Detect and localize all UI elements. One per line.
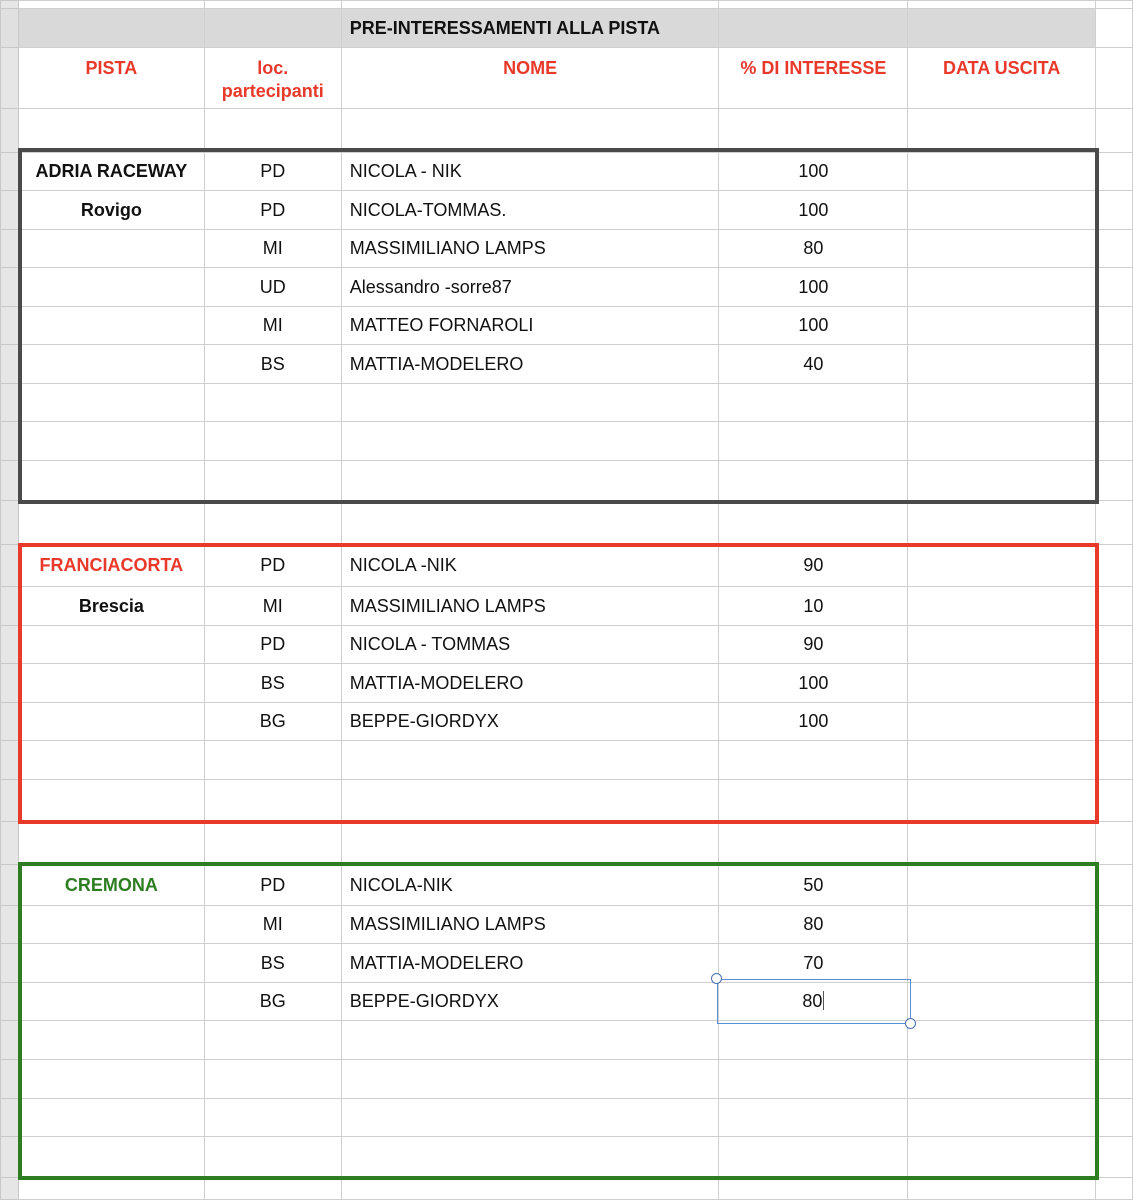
cell[interactable] bbox=[341, 1, 719, 9]
interesse-cell[interactable] bbox=[719, 626, 908, 664]
row-header[interactable] bbox=[1, 1, 19, 9]
cell[interactable] bbox=[341, 1137, 719, 1178]
cell[interactable] bbox=[908, 109, 1096, 153]
interesse-cell[interactable] bbox=[719, 345, 908, 384]
cell[interactable] bbox=[1096, 865, 1133, 906]
selection-handle-bottom-right[interactable] bbox=[905, 1018, 916, 1029]
cell[interactable] bbox=[908, 1060, 1096, 1099]
interesse-value: 100 bbox=[798, 315, 829, 335]
row-header[interactable] bbox=[1, 626, 19, 664]
cell[interactable] bbox=[341, 1060, 719, 1099]
row-header[interactable] bbox=[1, 822, 19, 865]
cell[interactable] bbox=[908, 664, 1096, 703]
cell[interactable] bbox=[1096, 822, 1133, 865]
row-header[interactable] bbox=[1, 48, 19, 109]
row-header[interactable] bbox=[1, 780, 19, 822]
nome-cell[interactable]: NICOLA - NIK bbox=[341, 153, 719, 191]
sheet-row bbox=[1, 944, 1133, 983]
row-header[interactable] bbox=[1, 501, 19, 545]
cell[interactable] bbox=[908, 822, 1096, 865]
row-header[interactable] bbox=[1, 1178, 19, 1200]
interesse-cell[interactable] bbox=[719, 587, 908, 626]
cell[interactable] bbox=[908, 501, 1096, 545]
loc-cell[interactable]: MI bbox=[204, 587, 341, 626]
cell[interactable] bbox=[204, 1178, 341, 1200]
loc-cell[interactable]: PD bbox=[204, 865, 341, 906]
interesse-value: 100 bbox=[798, 672, 829, 693]
cell[interactable] bbox=[1096, 345, 1133, 384]
cell[interactable] bbox=[18, 1178, 204, 1200]
cell[interactable] bbox=[341, 822, 719, 865]
interesse-value: 100 bbox=[798, 276, 829, 297]
cell[interactable] bbox=[18, 741, 204, 780]
sheet-row bbox=[1, 983, 1133, 1021]
cell[interactable] bbox=[719, 461, 908, 501]
sheet-row bbox=[1, 384, 1133, 422]
header-data-uscita[interactable]: DATA USCITA bbox=[908, 48, 1096, 109]
sheet-row bbox=[1, 741, 1133, 780]
row-header[interactable] bbox=[1, 109, 19, 153]
cell[interactable] bbox=[908, 9, 1096, 48]
cell[interactable] bbox=[204, 1099, 341, 1137]
selection-handle-top-left[interactable] bbox=[711, 973, 722, 984]
cell[interactable] bbox=[719, 1060, 908, 1099]
sheet-row bbox=[1, 501, 1133, 545]
row-header[interactable] bbox=[1, 545, 19, 587]
interesse-value: 10 bbox=[803, 595, 824, 616]
cell[interactable] bbox=[908, 865, 1096, 906]
cell[interactable] bbox=[341, 1021, 719, 1060]
cell[interactable] bbox=[908, 307, 1096, 345]
cell[interactable] bbox=[1096, 664, 1133, 703]
cell[interactable] bbox=[1096, 587, 1133, 626]
loc-cell[interactable]: BG bbox=[204, 703, 341, 741]
row-header[interactable] bbox=[1, 384, 19, 422]
row-header[interactable] bbox=[1, 268, 19, 307]
nome-cell[interactable]: MASSIMILIANO LAMPS bbox=[341, 230, 719, 268]
cell[interactable] bbox=[1096, 1178, 1133, 1200]
cell[interactable] bbox=[341, 780, 719, 822]
loc-cell[interactable]: MI bbox=[204, 307, 341, 345]
cell[interactable] bbox=[908, 1021, 1096, 1060]
cell[interactable] bbox=[908, 1178, 1096, 1200]
nome-cell[interactable]: NICOLA - TOMMAS bbox=[341, 626, 719, 664]
cell[interactable] bbox=[18, 422, 204, 461]
nome-cell[interactable]: NICOLA -NIK bbox=[341, 545, 719, 587]
cell[interactable] bbox=[908, 422, 1096, 461]
interesse-value: 40 bbox=[803, 353, 824, 374]
cell[interactable] bbox=[341, 501, 719, 545]
sheet-row bbox=[1, 268, 1133, 307]
sheet-row bbox=[1, 822, 1133, 865]
nome-cell[interactable]: NICOLA-NIK bbox=[341, 865, 719, 906]
cell[interactable] bbox=[719, 1178, 908, 1200]
loc-cell[interactable]: BS bbox=[204, 345, 341, 384]
row-header[interactable] bbox=[1, 1060, 19, 1099]
nome-cell[interactable]: MATTEO FORNAROLI bbox=[341, 307, 719, 345]
cell[interactable] bbox=[908, 1099, 1096, 1137]
cell[interactable] bbox=[1096, 741, 1133, 780]
cell[interactable] bbox=[719, 1, 908, 9]
nome-cell[interactable]: NICOLA-TOMMAS. bbox=[341, 191, 719, 230]
cell[interactable] bbox=[204, 1060, 341, 1099]
cell[interactable] bbox=[908, 741, 1096, 780]
interesse-cell[interactable] bbox=[719, 703, 908, 741]
header-loc-line2: partecipanti bbox=[221, 81, 324, 101]
cell[interactable] bbox=[908, 545, 1096, 587]
cell[interactable] bbox=[204, 461, 341, 501]
column-header-row bbox=[1, 48, 1133, 109]
cell[interactable] bbox=[1096, 422, 1133, 461]
cell[interactable] bbox=[1096, 703, 1133, 741]
pista-name[interactable]: FRANCIACORTA bbox=[18, 545, 204, 587]
cell[interactable] bbox=[204, 501, 341, 545]
loc-cell[interactable]: PD bbox=[204, 191, 341, 230]
row-header[interactable] bbox=[1, 422, 19, 461]
cell[interactable] bbox=[719, 1099, 908, 1137]
cell[interactable] bbox=[908, 906, 1096, 944]
cell[interactable] bbox=[908, 944, 1096, 983]
nome-cell[interactable]: MATTIA-MODELERO bbox=[341, 345, 719, 384]
cell[interactable] bbox=[1096, 1137, 1133, 1178]
sheet-row bbox=[1, 780, 1133, 822]
cell[interactable] bbox=[908, 153, 1096, 191]
cell[interactable] bbox=[1096, 230, 1133, 268]
interesse-cell[interactable] bbox=[719, 664, 908, 703]
sheet-row bbox=[1, 1099, 1133, 1137]
cell[interactable] bbox=[18, 345, 204, 384]
cell[interactable] bbox=[908, 1, 1096, 9]
cell[interactable] bbox=[1096, 191, 1133, 230]
cell[interactable] bbox=[908, 191, 1096, 230]
row-header[interactable] bbox=[1, 741, 19, 780]
row-header[interactable] bbox=[1, 1021, 19, 1060]
cell[interactable] bbox=[204, 1, 341, 9]
row-header[interactable] bbox=[1, 345, 19, 384]
cell[interactable] bbox=[18, 384, 204, 422]
row-header[interactable] bbox=[1, 587, 19, 626]
cell[interactable] bbox=[1096, 307, 1133, 345]
cell-selection[interactable] bbox=[717, 979, 911, 1024]
cell[interactable] bbox=[18, 501, 204, 545]
header-loc[interactable] bbox=[204, 48, 341, 109]
cell[interactable] bbox=[908, 1137, 1096, 1178]
sheet-row bbox=[1, 153, 1133, 191]
cell[interactable] bbox=[1096, 109, 1133, 153]
loc-cell[interactable]: PD bbox=[204, 153, 341, 191]
sheet-row bbox=[1, 626, 1133, 664]
header-nome[interactable]: NOME bbox=[341, 48, 719, 109]
nome-cell[interactable]: MATTIA-MODELERO bbox=[341, 664, 719, 703]
cell[interactable] bbox=[18, 780, 204, 822]
nome-cell[interactable]: BEPPE-GIORDYX bbox=[341, 703, 719, 741]
row-header[interactable] bbox=[1, 461, 19, 501]
interesse-value: 80 bbox=[803, 914, 824, 934]
cell[interactable] bbox=[204, 109, 341, 153]
nome-cell[interactable]: BEPPE-GIORDYX bbox=[341, 983, 719, 1021]
loc-cell[interactable]: BG bbox=[204, 983, 341, 1021]
interesse-cell[interactable] bbox=[719, 307, 908, 345]
cell[interactable] bbox=[1096, 944, 1133, 983]
interesse-cell[interactable] bbox=[719, 545, 908, 587]
sheet-title[interactable]: PRE-INTERESSAMENTI ALLA PISTA bbox=[341, 9, 719, 48]
cell[interactable] bbox=[18, 1021, 204, 1060]
loc-cell[interactable]: UD bbox=[204, 268, 341, 307]
interesse-value: 70 bbox=[803, 952, 824, 973]
header-loc-line1: loc. bbox=[257, 58, 289, 78]
row-header[interactable] bbox=[1, 1137, 19, 1178]
cell[interactable] bbox=[204, 1137, 341, 1178]
interesse-value: 80 bbox=[802, 991, 823, 1011]
loc-cell[interactable]: BS bbox=[204, 944, 341, 983]
cell[interactable] bbox=[1096, 1099, 1133, 1137]
cell[interactable] bbox=[719, 9, 908, 48]
cell[interactable] bbox=[204, 384, 341, 422]
sheet-row bbox=[1, 1178, 1133, 1200]
pista-city[interactable]: Rovigo bbox=[18, 191, 204, 230]
cell[interactable] bbox=[204, 741, 341, 780]
cell[interactable] bbox=[18, 268, 204, 307]
pista-name[interactable]: CREMONA bbox=[18, 865, 204, 906]
cell[interactable] bbox=[18, 983, 204, 1021]
cell[interactable] bbox=[719, 1137, 908, 1178]
interesse-value: 100 bbox=[798, 711, 829, 731]
cell[interactable] bbox=[18, 944, 204, 983]
interesse-cell[interactable] bbox=[719, 944, 908, 983]
nome-cell[interactable]: MASSIMILIANO LAMPS bbox=[341, 587, 719, 626]
cell[interactable] bbox=[719, 741, 908, 780]
cell[interactable] bbox=[1096, 268, 1133, 307]
cell[interactable] bbox=[204, 1021, 341, 1060]
cell[interactable] bbox=[719, 109, 908, 153]
sheet-row bbox=[1, 1137, 1133, 1178]
cell[interactable] bbox=[18, 109, 204, 153]
cell[interactable] bbox=[341, 1178, 719, 1200]
row-header[interactable] bbox=[1, 983, 19, 1021]
cell[interactable] bbox=[908, 268, 1096, 307]
title-row bbox=[1, 9, 1133, 48]
cell[interactable] bbox=[18, 1099, 204, 1137]
sheet-row bbox=[1, 345, 1133, 384]
interesse-cell[interactable] bbox=[719, 153, 908, 191]
nome-cell[interactable]: MATTIA-MODELERO bbox=[341, 944, 719, 983]
cell[interactable] bbox=[18, 230, 204, 268]
cell[interactable] bbox=[204, 822, 341, 865]
cell[interactable] bbox=[1096, 780, 1133, 822]
cell[interactable] bbox=[1096, 906, 1133, 944]
cell[interactable] bbox=[18, 906, 204, 944]
cell[interactable] bbox=[1096, 1021, 1133, 1060]
interesse-cell[interactable] bbox=[719, 230, 908, 268]
cell[interactable] bbox=[1096, 384, 1133, 422]
row-header[interactable] bbox=[1, 865, 19, 906]
cell[interactable] bbox=[18, 9, 204, 48]
cell[interactable] bbox=[1096, 1, 1133, 9]
cell[interactable] bbox=[204, 422, 341, 461]
cell[interactable] bbox=[719, 1021, 908, 1060]
sheet-row bbox=[1, 1, 1133, 9]
interesse-value: 100 bbox=[798, 161, 829, 181]
sheet-row bbox=[1, 906, 1133, 944]
cell[interactable] bbox=[341, 384, 719, 422]
cell[interactable] bbox=[1096, 983, 1133, 1021]
cell[interactable] bbox=[1096, 153, 1133, 191]
cell[interactable] bbox=[204, 780, 341, 822]
interesse-value: 50 bbox=[803, 874, 824, 895]
pista-city[interactable]: Brescia bbox=[18, 587, 204, 626]
sheet-row bbox=[1, 1060, 1133, 1099]
cell[interactable] bbox=[341, 1099, 719, 1137]
cell[interactable] bbox=[1096, 48, 1133, 109]
cell[interactable] bbox=[341, 109, 719, 153]
cell[interactable] bbox=[1096, 9, 1133, 48]
cell[interactable] bbox=[1096, 545, 1133, 587]
row-header[interactable] bbox=[1, 906, 19, 944]
row-header[interactable] bbox=[1, 664, 19, 703]
cell[interactable] bbox=[908, 587, 1096, 626]
cell[interactable] bbox=[204, 9, 341, 48]
loc-cell[interactable]: BS bbox=[204, 664, 341, 703]
interesse-cell[interactable] bbox=[719, 191, 908, 230]
sheet-row bbox=[1, 703, 1133, 741]
nome-cell[interactable]: Alessandro -sorre87 bbox=[341, 268, 719, 307]
interesse-cell[interactable] bbox=[719, 906, 908, 944]
interesse-value: 100 bbox=[798, 199, 829, 220]
cell[interactable] bbox=[341, 461, 719, 501]
header-pista[interactable]: PISTA bbox=[18, 48, 204, 109]
cell[interactable] bbox=[1096, 1060, 1133, 1099]
cell[interactable] bbox=[1096, 461, 1133, 501]
row-header[interactable] bbox=[1, 191, 19, 230]
cell[interactable] bbox=[1096, 626, 1133, 664]
sheet-row bbox=[1, 109, 1133, 153]
header-interesse[interactable]: % DI INTERESSE bbox=[719, 48, 908, 109]
cell[interactable] bbox=[719, 822, 908, 865]
sheet-row bbox=[1, 1021, 1133, 1060]
cell[interactable] bbox=[908, 780, 1096, 822]
interesse-cell[interactable] bbox=[719, 268, 908, 307]
cell[interactable] bbox=[719, 422, 908, 461]
cell[interactable] bbox=[908, 384, 1096, 422]
nome-cell[interactable]: MASSIMILIANO LAMPS bbox=[341, 906, 719, 944]
cell[interactable] bbox=[341, 741, 719, 780]
sheet-row bbox=[1, 191, 1133, 230]
cell[interactable] bbox=[18, 703, 204, 741]
loc-cell[interactable]: PD bbox=[204, 626, 341, 664]
row-header[interactable] bbox=[1, 307, 19, 345]
sheet-row bbox=[1, 461, 1133, 501]
interesse-value: 90 bbox=[803, 555, 824, 575]
cell[interactable] bbox=[18, 1, 204, 9]
sheet-row bbox=[1, 865, 1133, 906]
sheet-row bbox=[1, 307, 1133, 345]
row-header[interactable] bbox=[1, 230, 19, 268]
cell[interactable] bbox=[18, 626, 204, 664]
sheet-row bbox=[1, 664, 1133, 703]
row-header[interactable] bbox=[1, 703, 19, 741]
cell[interactable] bbox=[18, 307, 204, 345]
cell[interactable] bbox=[908, 345, 1096, 384]
row-header[interactable] bbox=[1, 9, 19, 48]
interesse-value: 90 bbox=[803, 634, 824, 654]
cell[interactable] bbox=[1096, 501, 1133, 545]
cell[interactable] bbox=[18, 664, 204, 703]
cell[interactable] bbox=[719, 501, 908, 545]
cell[interactable] bbox=[719, 384, 908, 422]
sheet-row bbox=[1, 422, 1133, 461]
interesse-value: 80 bbox=[803, 238, 824, 258]
sheet-row bbox=[1, 545, 1133, 587]
cell[interactable] bbox=[18, 461, 204, 501]
cell[interactable] bbox=[719, 780, 908, 822]
interesse-cell[interactable] bbox=[719, 865, 908, 906]
cell[interactable] bbox=[908, 626, 1096, 664]
cell[interactable] bbox=[18, 1060, 204, 1099]
sheet-row bbox=[1, 230, 1133, 268]
row-header[interactable] bbox=[1, 944, 19, 983]
cell[interactable] bbox=[908, 983, 1096, 1021]
row-header[interactable] bbox=[1, 1099, 19, 1137]
cell[interactable] bbox=[908, 703, 1096, 741]
sheet-row bbox=[1, 587, 1133, 626]
cell[interactable] bbox=[341, 422, 719, 461]
row-header[interactable] bbox=[1, 153, 19, 191]
loc-cell[interactable]: MI bbox=[204, 230, 341, 268]
loc-cell[interactable]: PD bbox=[204, 545, 341, 587]
cell[interactable] bbox=[908, 461, 1096, 501]
loc-cell[interactable]: MI bbox=[204, 906, 341, 944]
cell[interactable] bbox=[908, 230, 1096, 268]
cell[interactable] bbox=[18, 1137, 204, 1178]
cell[interactable] bbox=[18, 822, 204, 865]
pista-name[interactable]: ADRIA RACEWAY bbox=[18, 153, 204, 191]
